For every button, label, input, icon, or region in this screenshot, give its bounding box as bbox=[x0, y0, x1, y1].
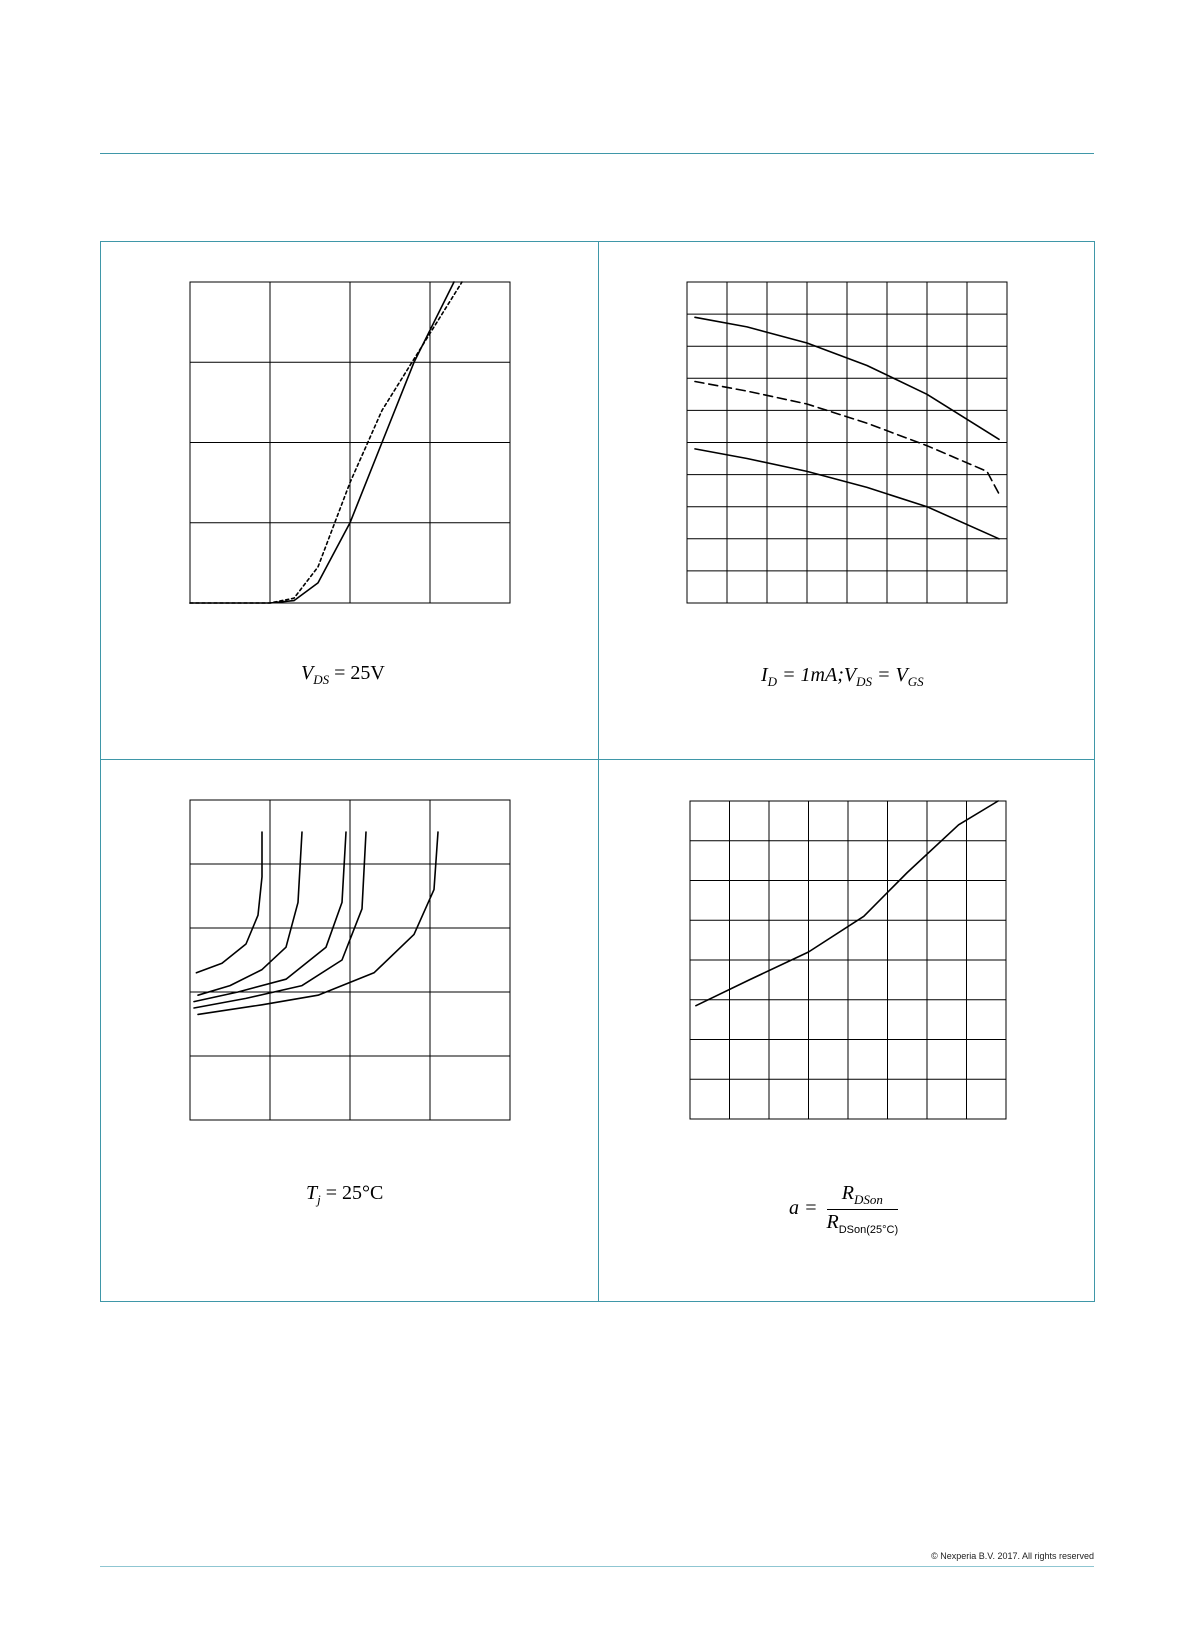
rdson-fraction: $\frac{R_{DSon}}{R_{DSon(25^\circ C)}}$ bbox=[826, 1182, 899, 1236]
series-line-1 bbox=[196, 832, 262, 973]
chart-4 bbox=[689, 800, 1007, 1120]
series-line-1 bbox=[696, 801, 998, 1006]
series-line-5 bbox=[198, 832, 438, 1014]
chart-2 bbox=[686, 281, 1008, 604]
panel-divider-vertical bbox=[598, 242, 599, 1301]
condition-label-2: $I_D$ = $1mA;V_{DS} = V_{GS}$ bbox=[761, 664, 924, 689]
panel-divider-horizontal bbox=[101, 759, 1094, 760]
series-line-2 bbox=[198, 832, 302, 995]
footer-rule bbox=[100, 1566, 1094, 1567]
header-rule bbox=[100, 153, 1094, 154]
condition-label-4: a = $\frac{R_{DSon}}{R_{DSon(25^\circ C)}}$ bbox=[789, 1182, 899, 1236]
condition-label-3: $T_j = 25^\circ C$ bbox=[306, 1182, 384, 1207]
figure-grid bbox=[100, 241, 1095, 1302]
chart-3 bbox=[189, 799, 511, 1121]
chart-1 bbox=[189, 281, 511, 604]
copyright: © Nexperia B.V. 2017. All rights reserved bbox=[931, 1551, 1094, 1561]
condition-label-1: $V_{DS} = 25V$ bbox=[301, 662, 385, 687]
